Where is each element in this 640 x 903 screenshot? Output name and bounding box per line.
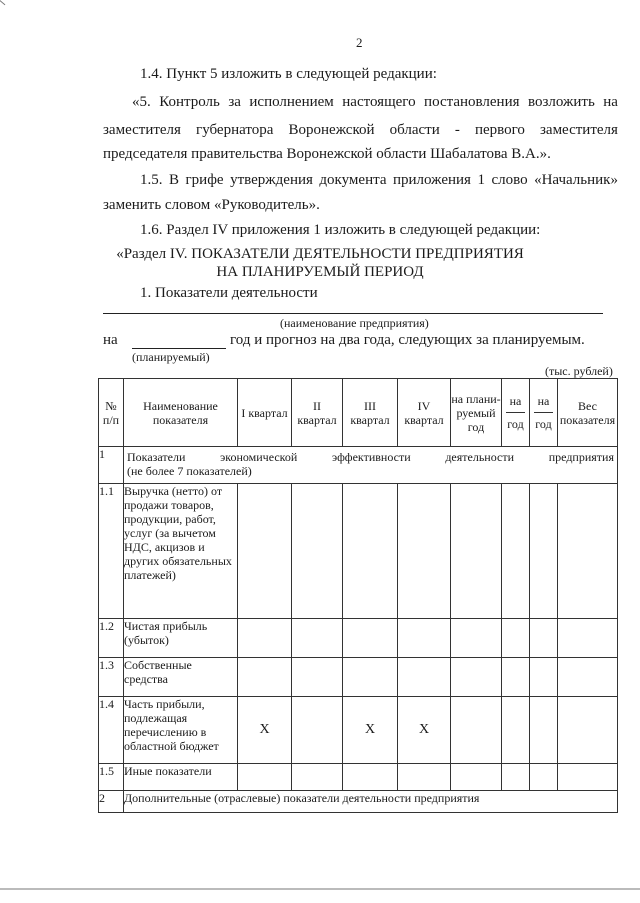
- word: Контроль: [159, 94, 220, 110]
- enterprise-name-line: [103, 313, 603, 314]
- paragraph-1-5-line-2: заменить словом «Руководитель».: [103, 197, 320, 213]
- word: приложения: [393, 172, 471, 188]
- word: В: [169, 172, 180, 188]
- row-name: Иные показатели: [124, 764, 238, 791]
- row-number: 1.2: [99, 619, 124, 658]
- header-planned-year: на плани-руемый год: [451, 379, 502, 447]
- word: Показатели: [127, 450, 186, 464]
- header-q3: III квартал: [343, 379, 398, 447]
- word: -: [454, 122, 460, 138]
- word: области: [389, 122, 440, 138]
- table-row: [99, 658, 618, 697]
- word: «Начальник»: [534, 172, 618, 188]
- subsection-title: 1. Показатели деятельности: [140, 285, 318, 301]
- table-row: [99, 619, 618, 658]
- header-name: Наименование показателя: [124, 379, 238, 447]
- section-1-title-line-1: [124, 447, 617, 464]
- word: деятельности: [445, 450, 515, 464]
- units-label: (тыс. рублей): [545, 364, 613, 378]
- word: экономической: [220, 450, 298, 464]
- word: 1.5.: [140, 172, 163, 188]
- x-mark: X: [343, 697, 398, 764]
- table-row: [99, 484, 618, 619]
- row-name: Собственные средства: [124, 658, 238, 697]
- planned-year-line: [132, 348, 226, 349]
- word: настоящего: [342, 94, 416, 110]
- table-section-row: [99, 791, 618, 813]
- enterprise-caption: (наименование предприятия): [280, 316, 429, 330]
- header-q1: I квартал: [238, 379, 292, 447]
- word: первого: [474, 122, 525, 138]
- x-mark: X: [398, 697, 451, 764]
- header-forecast-year-2: на год: [530, 379, 558, 447]
- header-q2: II квартал: [292, 379, 343, 447]
- row-number: 1.1: [99, 484, 124, 619]
- section-2-number: 2: [99, 791, 124, 813]
- section-title-line-2: НА ПЛАНИРУЕМЫЙ ПЕРИОД: [216, 264, 424, 280]
- section-title-line-1: «Раздел IV. ПОКАЗАТЕЛИ ДЕЯТЕЛЬНОСТИ ПРЕДПРИЯТИЯ: [116, 246, 524, 262]
- word: заместителя: [103, 122, 181, 138]
- table-row: [99, 697, 618, 764]
- header-weight: Вес показателя: [558, 379, 618, 447]
- word: возложить: [527, 94, 595, 110]
- section-1-number: 1: [99, 447, 124, 484]
- table-header-row: [99, 379, 618, 447]
- section-2-title: Дополнительные (отраслевые) показатели деятельности предприятия: [124, 791, 618, 813]
- paragraph-1-4: 1.4. Пункт 5 изложить в следующей редакции:: [140, 66, 437, 82]
- word: заместителя: [539, 122, 618, 138]
- row-number: 1.3: [99, 658, 124, 697]
- word: «5.: [132, 94, 151, 110]
- word: исполнением: [249, 94, 334, 110]
- word: постановления: [424, 94, 520, 110]
- header-q4: IV квартал: [398, 379, 451, 447]
- row-name: Часть прибыли, подлежащая перечислению в областной бюджет: [124, 697, 238, 764]
- period-text: год и прогноз на два года, следующих за планируемым.: [230, 332, 585, 348]
- word: за: [228, 94, 241, 110]
- paragraph-5-line-2: [103, 122, 618, 139]
- word: Воронежской: [288, 122, 375, 138]
- page-number: 2: [356, 35, 363, 50]
- word: слово: [491, 172, 528, 188]
- word: на: [603, 94, 618, 110]
- word: губернатора: [196, 122, 274, 138]
- word: утверждения: [230, 172, 313, 188]
- section-1-title: [124, 447, 618, 484]
- row-name: Чистая прибыль (убыток): [124, 619, 238, 658]
- table-section-row: [99, 447, 618, 484]
- table-row: [99, 764, 618, 791]
- row-number: 1.4: [99, 697, 124, 764]
- row-name: Выручка (нетто) от продажи товаров, продукции, работ, услуг (за вычетом НДС, акцизов и других обязательных платежей): [124, 484, 238, 619]
- planned-caption: (планируемый): [132, 350, 210, 364]
- page-bottom-edge: [0, 888, 640, 890]
- x-mark: X: [238, 697, 292, 764]
- period-prefix: на: [103, 332, 118, 348]
- word: документа: [319, 172, 387, 188]
- paragraph-1-6: 1.6. Раздел IV приложения 1 изложить в следующей редакции:: [140, 222, 541, 238]
- header-number: № п/п: [99, 379, 124, 447]
- paragraph-5-line-3: председателя правительства Воронежской области Шабалатова В.А.».: [103, 146, 551, 162]
- indicators-table: [98, 378, 618, 813]
- word: предприятия: [548, 450, 614, 464]
- paragraph-5-line-1: [132, 94, 618, 111]
- word: грифе: [185, 172, 224, 188]
- section-1-title-line-2: (не более 7 показателей): [127, 464, 252, 478]
- header-forecast-year-1: на год: [502, 379, 530, 447]
- word: эффективности: [332, 450, 411, 464]
- paragraph-1-5-line-1: [140, 172, 618, 189]
- word: 1: [477, 172, 485, 188]
- row-number: 1.5: [99, 764, 124, 791]
- corner-mark: [0, 0, 5, 11]
